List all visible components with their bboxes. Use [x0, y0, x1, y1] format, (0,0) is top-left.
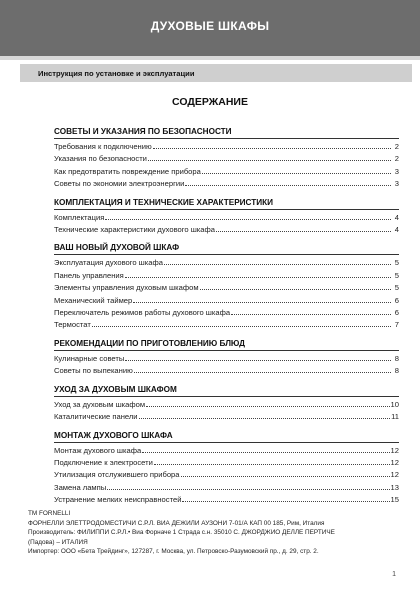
toc-section-heading: СОВЕТЫ И УКАЗАНИЯ ПО БЕЗОПАСНОСТИ [54, 127, 399, 139]
toc-entry[interactable] [54, 445, 399, 457]
toc-entry-label: Монтаж духового шкафа [54, 445, 142, 455]
toc-entry-label: Панель управления [54, 270, 124, 280]
toc-entry[interactable] [54, 153, 399, 165]
toc-section [54, 127, 399, 191]
toc-dot-leader [92, 320, 391, 327]
footer-line: TM FORNELLI [28, 510, 71, 517]
toc-entry-label: Указания по безопасности [54, 154, 147, 164]
footer-line: ФОРНЕЛЛИ ЭЛЕТТРОДОМЕСТИЧИ С.Р.Л. ВИА ДЕЖИЛИ АУЗОНИ 7-01/А КАП 00 185, Рим, Италия [28, 519, 325, 527]
toc-dot-leader [181, 470, 390, 477]
toc-entry-label: Переключатель режимов работы духового шкафа [54, 308, 231, 318]
toc-section [54, 385, 399, 424]
toc-entry[interactable] [54, 319, 399, 331]
toc-entry-label: Технические характеристики духового шкафа [54, 225, 215, 235]
toc-entry[interactable] [54, 270, 399, 282]
toc-dot-leader [153, 142, 391, 149]
toc-entry[interactable] [54, 494, 399, 506]
toc-entry-label: Советы по экономии электроэнергии [54, 179, 185, 189]
toc-entry[interactable] [54, 365, 399, 377]
toc-entry[interactable] [54, 257, 399, 269]
toc-entry-page: 2 [394, 142, 399, 151]
toc-dot-leader [164, 258, 391, 265]
toc-entry-page: 11 [391, 412, 399, 422]
toc-entry-label: Требования к подключению [54, 142, 152, 151]
toc-entry-label: Утилизация отслужившего прибора [54, 470, 180, 480]
toc-dot-leader [139, 412, 391, 419]
footer-line: Импортер: ООО «Бета Трейдинг», 127287, г. Москва, ул. Петровско-Разумовский пр., д. 29, стр. 2. [28, 548, 319, 556]
toc-entry-page: 3 [394, 166, 399, 176]
toc-entry-page: 2 [394, 154, 399, 164]
toc-entry-label: Устранение мелких неисправностей [54, 495, 182, 505]
toc-dot-leader [154, 458, 390, 465]
header-divider [0, 56, 420, 60]
toc-entry-page: 7 [394, 320, 399, 330]
table-of-contents [54, 127, 399, 514]
toc-entry-page: 5 [394, 283, 399, 293]
header-bar [0, 0, 420, 56]
toc-entry-page: 4 [394, 212, 399, 222]
toc-entry[interactable] [54, 141, 399, 153]
toc-entry-page: 6 [394, 308, 399, 318]
toc-entry-label: Элементы управления духовым шкафом [54, 283, 199, 293]
header-title: ДУХОВЫЕ ШКАФЫ [150, 19, 270, 33]
toc-entry-label: Эксплуатация духового шкафа [54, 258, 163, 268]
toc-entry[interactable] [54, 469, 399, 481]
toc-entry-page: 5 [394, 258, 399, 268]
toc-entry[interactable] [54, 411, 399, 423]
toc-section [54, 243, 399, 331]
toc-entry-page: 13 [390, 482, 399, 492]
toc-dot-leader [125, 271, 391, 278]
toc-entry-page: 8 [394, 366, 399, 376]
toc-entry[interactable] [54, 307, 399, 319]
toc-entry-page: 10 [390, 399, 399, 409]
footer-line: (Падова) – ИТАЛИЯ [28, 538, 88, 546]
toc-entry-label: Кулинарные советы [54, 353, 125, 363]
toc-section [54, 339, 399, 378]
toc-entry-label: Комплектация [54, 212, 105, 222]
toc-dot-leader [231, 308, 391, 315]
toc-entry-label: Уход за духовым шкафом [54, 399, 146, 409]
toc-entry[interactable] [54, 212, 399, 224]
toc-entry[interactable] [54, 178, 399, 190]
toc-dot-leader [125, 354, 391, 361]
toc-title: СОДЕРЖАНИЕ [172, 96, 248, 108]
footer-line: Производитель: ФИЛИППИ С.Р.Л.• Виа Форначе 1 Страда с.н. 35010 С. ДЖОРДЖИО ДЕЛЛЕ ПЕРТИЧЕ [28, 529, 335, 537]
toc-entry[interactable] [54, 166, 399, 178]
toc-section-heading: РЕКОМЕНДАЦИИ ПО ПРИГОТОВЛЕНИЮ БЛЮД [54, 339, 399, 351]
toc-dot-leader [107, 483, 389, 490]
page-number: 1 [392, 571, 396, 578]
toc-entry-label: Каталитические панели [54, 412, 138, 422]
toc-entry-page: 3 [394, 179, 399, 189]
toc-entry-page: 12 [390, 457, 399, 467]
toc-entry-page: 5 [394, 270, 399, 280]
toc-dot-leader [200, 283, 391, 290]
toc-dot-leader [182, 495, 389, 502]
toc-entry-label: Как предотвратить повреждение прибора [54, 166, 201, 176]
toc-dot-leader [202, 167, 391, 174]
toc-entry[interactable] [54, 224, 399, 236]
footer [28, 509, 400, 557]
toc-section [54, 198, 399, 237]
toc-dot-leader [105, 213, 391, 220]
toc-section-heading: УХОД ЗА ДУХОВЫМ ШКАФОМ [54, 385, 399, 397]
toc-entry-page: 12 [390, 445, 399, 455]
toc-entry[interactable] [54, 282, 399, 294]
toc-entry-label: Подключение к электросети [54, 457, 153, 467]
toc-entry-label: Термостат [54, 320, 91, 330]
toc-entry[interactable] [54, 353, 399, 365]
toc-entry[interactable] [54, 295, 399, 307]
toc-section-heading: МОНТАЖ ДУХОВОГО ШКАФА [54, 431, 399, 443]
toc-entry[interactable] [54, 457, 399, 469]
toc-dot-leader [142, 446, 389, 453]
toc-entry-page: 8 [394, 353, 399, 363]
toc-entry-page: 4 [394, 225, 399, 235]
toc-dot-leader [133, 296, 391, 303]
toc-section-heading: КОМПЛЕКТАЦИЯ И ТЕХНИЧЕСКИЕ ХАРАКТЕРИСТИКИ [54, 198, 399, 210]
subheader-bar [20, 64, 412, 82]
toc-dot-leader [134, 366, 391, 373]
toc-dot-leader [216, 225, 391, 232]
toc-entry-page: 12 [390, 470, 399, 480]
toc-entry[interactable] [54, 482, 399, 494]
toc-dot-leader [148, 154, 391, 161]
toc-entry-page: 6 [394, 295, 399, 305]
toc-entry-label: Механический таймер [54, 295, 133, 305]
toc-entry-page: 15 [390, 495, 399, 505]
subheader-text: Инструкция по установке и эксплуатации [38, 68, 195, 78]
toc-section [54, 431, 399, 507]
toc-section-heading: ВАШ НОВЫЙ ДУХОВОЙ ШКАФ [54, 243, 399, 255]
toc-dot-leader [146, 400, 389, 407]
toc-entry-label: Советы по выпеканию [54, 366, 133, 376]
toc-entry[interactable] [54, 399, 399, 411]
toc-entry-label: Замена лампы [54, 482, 107, 492]
toc-dot-leader [185, 179, 391, 186]
